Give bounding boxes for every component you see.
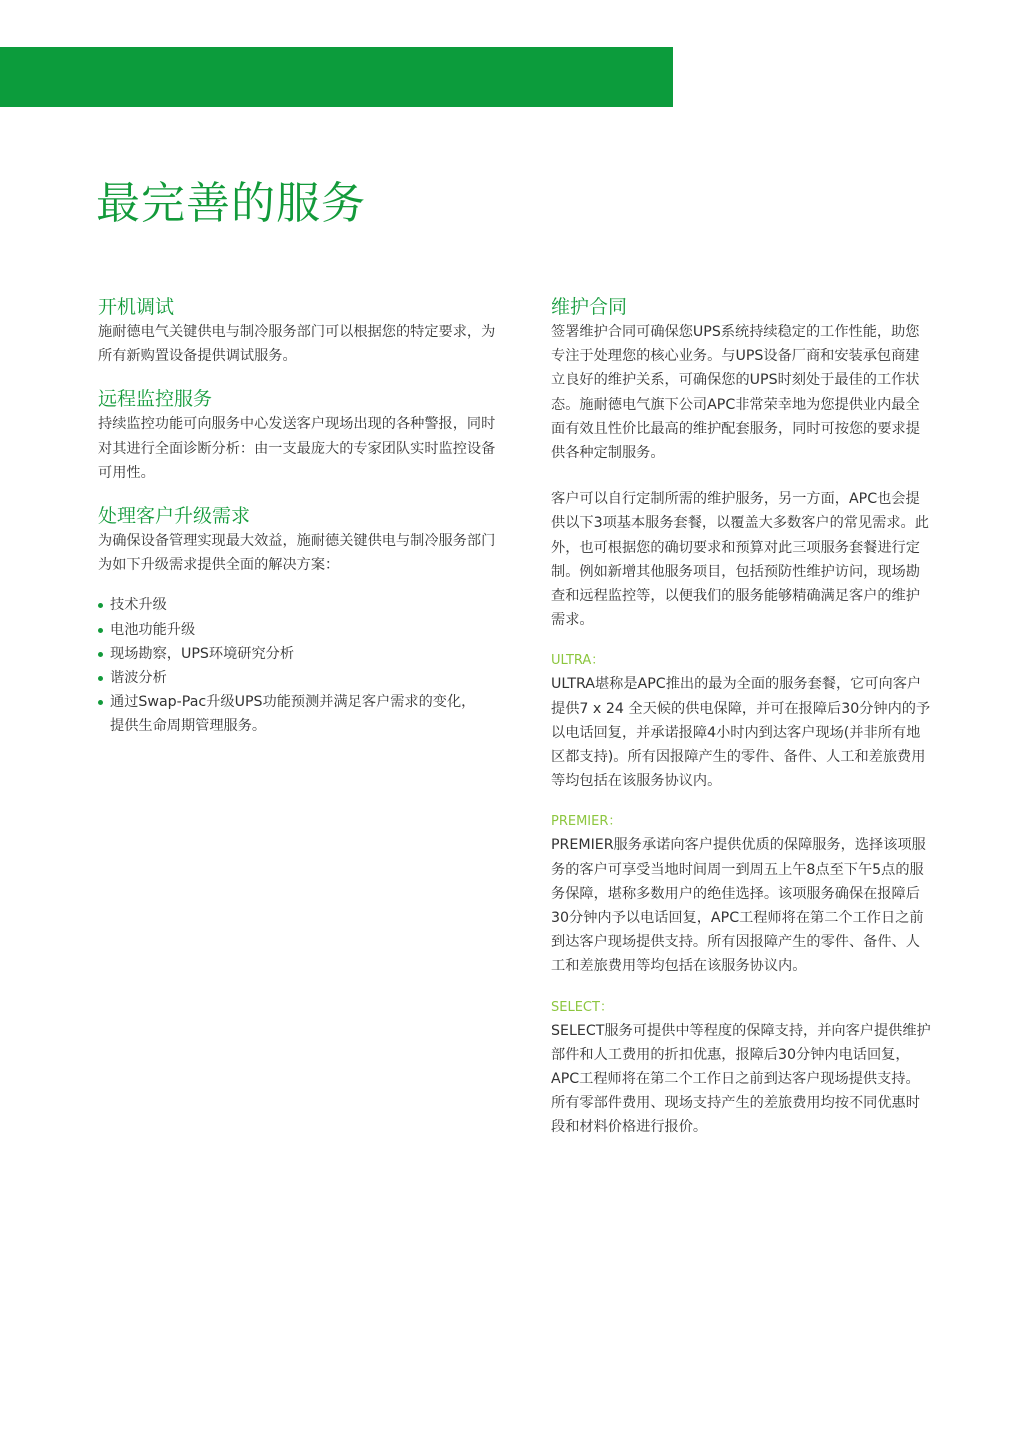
remote-monitoring-section — [98, 386, 498, 485]
remote-monitoring-heading: 远程监控服务 — [98, 388, 213, 411]
list-item — [98, 666, 478, 690]
left-column — [98, 294, 498, 739]
list-item-text: 现场勘察，UPS环境研究分析 — [110, 645, 295, 662]
upgrade-section — [98, 503, 498, 739]
premier-section — [551, 811, 933, 978]
list-item — [98, 690, 478, 738]
commissioning-section — [98, 294, 498, 368]
premier-label: PREMIER： — [551, 814, 622, 830]
commissioning-text: 施耐德电气关键供电与制冷服务部门可以根据您的特定要求，为所有新购置设备提供调试服务。 — [98, 324, 496, 365]
remote-monitoring-text: 持续监控功能可向服务中心发送客户现场出现的各种警报，同时对其进行全面诊断分析：由一支最庞大的专家团队实时监控设备可用性。 — [98, 416, 496, 481]
upgrade-bullet-list — [98, 593, 478, 738]
list-item-text: 谐波分析 — [110, 670, 167, 687]
header-green-bar — [0, 47, 673, 107]
bullet-icon — [98, 652, 103, 657]
upgrade-text: 为确保设备管理实现最大效益，施耐德关键供电与制冷服务部门为如下升级需求提供全面的解决方案： — [98, 533, 496, 574]
ultra-label: ULTRA： — [551, 653, 605, 669]
list-item-text: 通过Swap-Pac升级UPS功能预测并满足客户需求的变化，提供生命周期管理服务。 — [110, 694, 476, 735]
contract-paragraph-2: 客户可以自行定制所需的维护服务，另一方面，APC也会提供以下3项基本服务套餐，以覆盖大多数客户的常见需求。此外，也可根据您的确切要求和预算对此三项服务套餐进行定制。例如新增其他服务项目，包括预防性维护访问，现场勘查和远程监控等，以便我们的服务能够精确满足客户的维护需求。 — [551, 491, 929, 629]
right-column — [551, 294, 933, 1140]
select-text: SELECT服务可提供中等程度的保障支持，并向客户提供维护部件和人工费用的折扣优惠，报障后30分钟内电话回复，APC工程师将在第二个工作日之前到达客户现场提供支持。所有零部件费用、现场支持产生的差旅费用均按不同优惠时段和材料价格进行报价。 — [551, 1022, 931, 1136]
contract-section — [551, 294, 933, 632]
bullet-icon — [98, 603, 103, 608]
contract-heading: 维护合同 — [551, 296, 628, 318]
bullet-icon — [98, 700, 103, 705]
select-label: SELECT： — [551, 999, 613, 1015]
list-item-text: 电池功能升级 — [110, 621, 196, 638]
ultra-text: ULTRA堪称是APC推出的最为全面的服务套餐，它可向客户提供7 x 24 全天候的供电保障，并可在报障后30分钟内的予以电话回复，并承诺报障4小时内到达客户现场(并非所有地区都支持)。所有因报障产生的零件、备件、人工和差旅费用等均包括在该服务协议内。 — [551, 676, 931, 790]
page-title: 最完善的服务 — [96, 178, 366, 229]
contract-paragraph-1: 签署维护合同可确保您UPS系统持续稳定的工作性能，助您专注于处理您的核心业务。与UPS设备厂商和安装承包商建立良好的维护关系，可确保您的UPS时刻处于最佳的工作状态。施耐德电气旗下公司APC非常荣幸地为您提供业内最全面有效且性价比最高的维护配套服务，同时可按您的要求提供各种定制服务。 — [551, 324, 920, 462]
list-item-text: 技术升级 — [110, 597, 167, 614]
bullet-icon — [98, 628, 103, 633]
ultra-section — [551, 650, 933, 793]
list-item — [98, 642, 478, 666]
list-item — [98, 593, 478, 617]
bullet-icon — [98, 676, 103, 681]
commissioning-heading: 开机调试 — [98, 296, 175, 318]
upgrade-heading: 处理客户升级需求 — [98, 505, 251, 528]
list-item — [98, 618, 478, 642]
select-section — [551, 997, 933, 1140]
premier-text: PREMIER服务承诺向客户提供优质的保障服务，选择该项服务的客户可享受当地时间周一到周五上午8点至下午5点的服务保障，堪称多数用户的绝佳选择。该项服务确保在报障后30分钟内予以电话回复，APC工程师将在第二个工作日之前到达客户现场提供支持。所有因报障产生的零件、备件、人工和差旅费用等均包括在该服务协议内。 — [551, 837, 926, 975]
